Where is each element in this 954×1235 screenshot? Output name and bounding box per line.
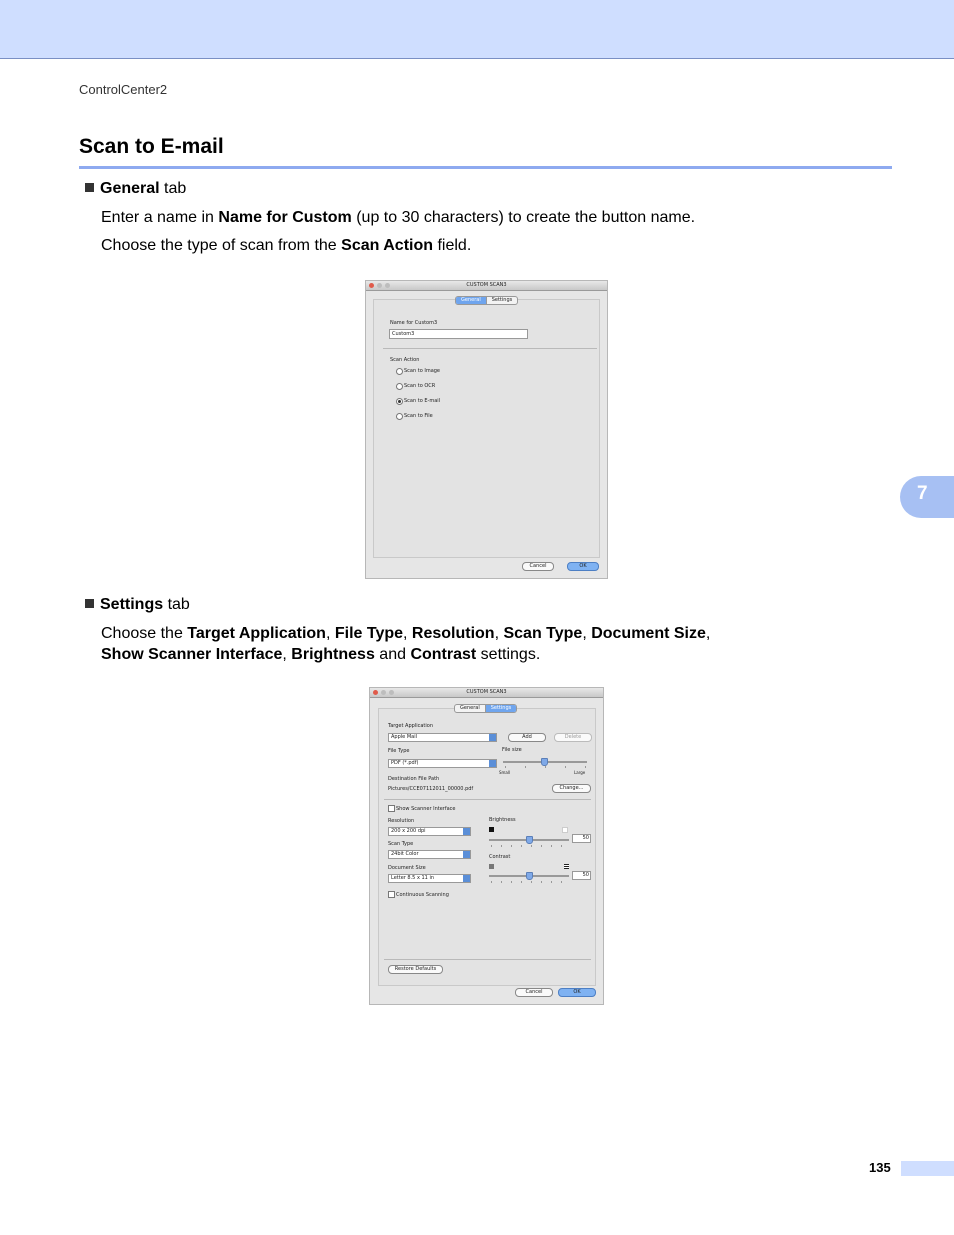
divider [383,348,597,349]
file-type-label: File Type [388,748,410,754]
option-label: Scan to File [404,413,433,419]
settings-bullet: Settings tab [85,596,190,614]
general-bullet: General tab [85,180,186,198]
continuous-scanning-label: Continuous Scanning [396,892,449,898]
delete-button[interactable]: Delete [554,733,592,742]
window-title: CUSTOM SCAN3 [466,282,507,288]
name-for-custom-label: Name for Custom3 [390,320,438,326]
add-button[interactable]: Add [508,733,546,742]
tab-settings[interactable]: Settings [485,705,517,712]
resolution-label: Resolution [388,818,415,824]
contrast-high-icon [564,864,569,869]
file-size-label: File size [502,747,522,753]
chapter-tab [900,476,954,518]
title-underline [79,166,892,169]
continuous-scanning-checkbox[interactable] [388,891,395,898]
small-label: Small [499,770,511,775]
scan-action-label: Scan Action [390,357,420,363]
radio-scan-to-image[interactable] [396,368,403,375]
file-size-slider-knob[interactable] [541,758,548,766]
document-size-label: Document Size [388,865,426,871]
target-application-select[interactable]: Apple Mail [388,733,497,742]
scan-type-label: Scan Type [388,841,414,847]
cancel-button[interactable]: Cancel [515,988,553,997]
select-arrow-icon [489,760,496,767]
window-title: CUSTOM SCAN3 [466,689,507,695]
tab-bar [454,704,517,713]
file-type-select[interactable]: PDF (*.pdf) [388,759,497,768]
tab-settings[interactable]: Settings [486,297,518,304]
resolution-select[interactable]: 200 x 200 dpi [388,827,471,836]
show-scanner-interface-label: Show Scanner Interface [396,806,456,812]
bullet-square-icon [85,183,94,192]
contrast-label: Contrast [489,854,511,860]
page-number: 135 [869,1160,891,1175]
show-scanner-interface-checkbox[interactable] [388,805,395,812]
select-arrow-icon [463,828,470,835]
tab-bar [455,296,518,305]
ok-button[interactable]: OK [558,988,596,997]
destination-file-path-value: Pictures/CCE07112011_00000.pdf [388,786,474,792]
settings-paragraph: Choose the Target Application, File Type, Resolution, Scan Type, Document Size, Show Scanner Interface, Brightness and Contrast settings. [101,625,711,663]
custom-scan-settings-dialog [369,687,604,1005]
target-application-label: Target Application [388,723,433,729]
ok-button[interactable]: OK [567,562,599,571]
divider [384,959,591,960]
tab-general[interactable]: General [456,297,486,304]
brightness-value-input[interactable]: 50 [572,834,591,843]
cancel-button[interactable]: Cancel [522,562,554,571]
general-line-2: Choose the type of scan from the Scan Action field. [101,237,472,254]
radio-scan-to-file[interactable] [396,413,403,420]
radio-scan-to-ocr[interactable] [396,383,403,390]
divider [384,799,591,800]
option-label: Scan to E-mail [404,398,441,404]
brightness-slider-knob[interactable] [526,836,533,844]
large-label: Large [574,770,586,775]
running-header: ControlCenter2 [79,82,168,97]
scan-type-select[interactable]: 24bit Color [388,850,471,859]
page-number-bar [901,1161,954,1176]
contrast-value-input[interactable]: 50 [572,871,591,880]
general-line-1: Enter a name in Name for Custom (up to 30 characters) to create the button name. [101,209,696,226]
document-size-select[interactable]: Letter 8.5 x 11 in [388,874,471,883]
chapter-number: 7 [917,483,928,504]
bullet-square-icon [85,599,94,608]
top-header-band [0,0,954,59]
option-label: Scan to Image [404,368,441,374]
contrast-slider-knob[interactable] [526,872,533,880]
select-arrow-icon [463,851,470,858]
select-arrow-icon [489,734,496,741]
section-title: Scan to E-mail [79,135,224,158]
tab-general[interactable]: General [460,705,480,711]
custom-scan-general-dialog [365,280,608,579]
contrast-low-icon [489,864,494,869]
brightness-light-icon [562,827,568,833]
select-arrow-icon [463,875,470,882]
name-for-custom-input[interactable]: Custom3 [389,329,528,339]
brightness-label: Brightness [489,817,516,823]
option-label: Scan to OCR [404,383,436,389]
brightness-dark-icon [489,827,494,832]
restore-defaults-button[interactable]: Restore Defaults [388,965,443,974]
window-titlebar [370,688,603,698]
change-button[interactable]: Change... [552,784,591,793]
settings-panel [378,708,596,986]
radio-scan-to-email[interactable] [396,398,403,405]
window-titlebar [366,281,607,291]
destination-file-path-label: Destination File Path [388,776,440,782]
